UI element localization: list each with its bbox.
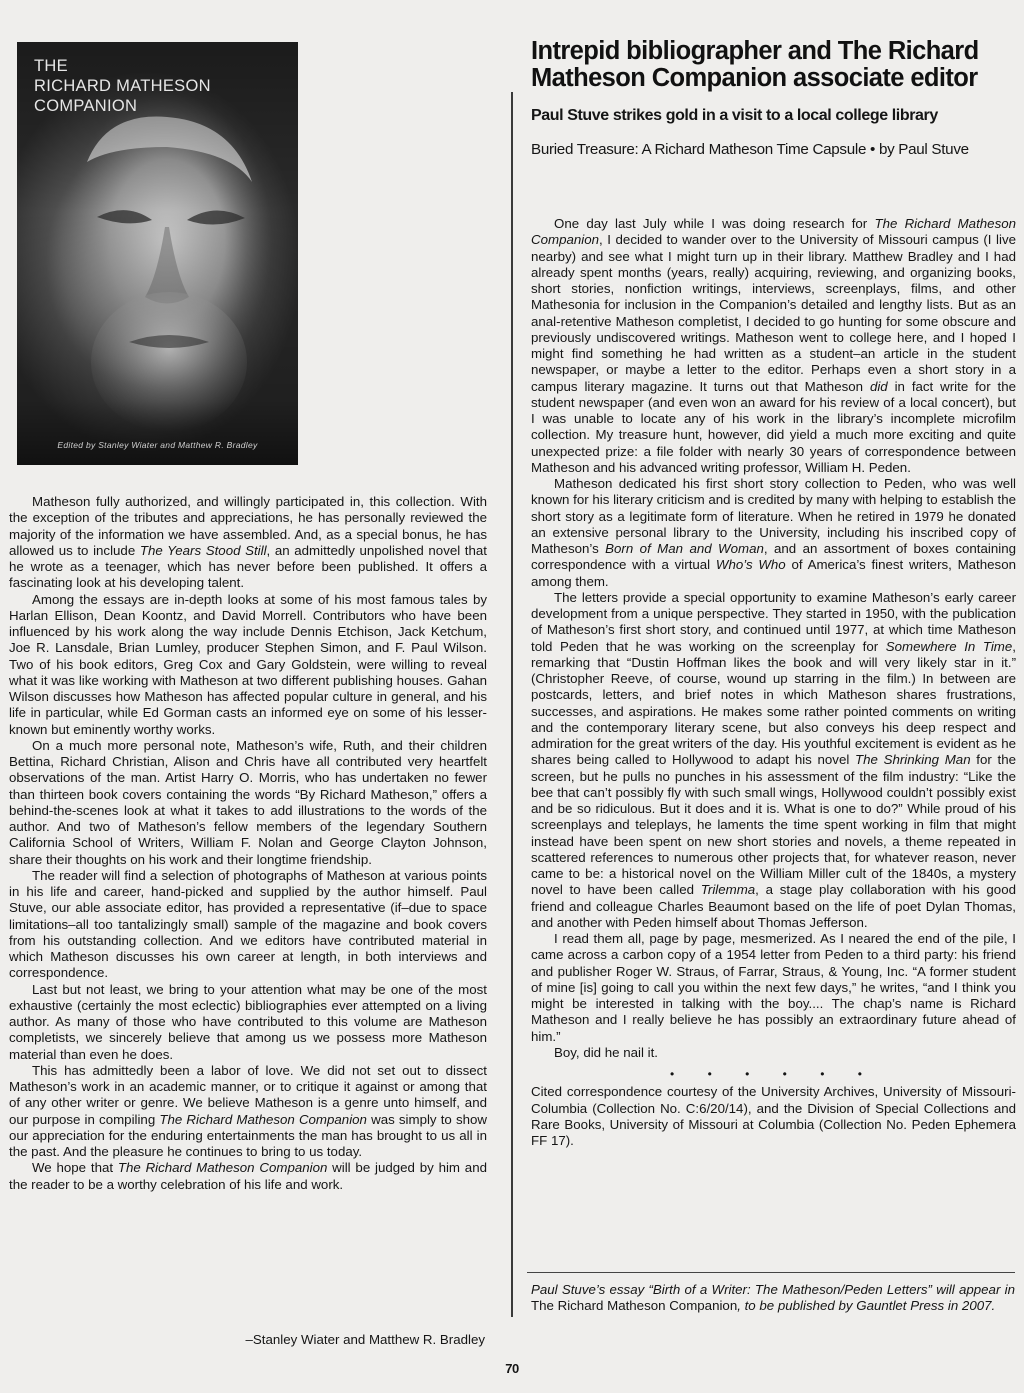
intro-paragraph <box>9 592 487 738</box>
article-italic-title: Born of Man and Woman <box>605 541 764 556</box>
intro-paragraph <box>9 868 487 982</box>
article-text-run: for the screen, but he pulls no punches in his assessment of the film industry: “Like the bee that can’t possibly fly with such small wings, Hollywood couldn’t possibly exist and be so ridiculous. But it does and it is. What is one to do?” While proud of his screenplays and teleplays, he laments the time spent working in film that might instead have been spent on new short stories and novels, a theme repeated in scattered references to numerous other projects that, for whatever reason, never came to be: a historical novel on the William Miller cult of the 1840s, a mystery novel to have been called <box>531 752 1016 898</box>
article-headline: Intrepid bibliographer and The Richard Matheson Companion associate editor <box>531 37 979 92</box>
book-cover-image <box>17 42 298 465</box>
article-text-run: , a stage play collaboration with his good friend and colleague Charles Beaumont based on the life of poet Dylan Thomas, and another with Peden himself about Thomas Jefferson. <box>531 882 1016 930</box>
article-text-run: , I decided to wander over to the University of Missouri campus (I live nearby) and see what I might turn up in their library. Matthew Bradley and I had already spent months (years, really) acquiring, reviewing, and organizing books, short stories, nonfiction writings, interviews, screenplays, films, and other Mathesonia for inclusion in the Companion’s detailed and lengthy lists. But as an anal-retentive Matheson completist, I decided to go hunting for some obscure and previously undiscovered writings. Matheson went to college here, and I hoped I might find something he had written as a student–an article in the student newspaper, or maybe a letter to the editor. Perhaps even a short story in a campus literary magazine. It turns out that Matheson <box>531 232 1016 394</box>
intro-text-column <box>9 494 487 1193</box>
article-text-run: , remarking that “Dustin Hoffman likes the book and will very likely star in it.” (Christopher Reeve, of course, wound up starring in the film.) In between are postcards, letters, and brief notes in which Matheson shares frustrations, successes, and aspirations. He makes some rather pointed comments on writing and the contemporary literary scene, but also conveys his deep respect and admiration for the great writers of the day. His youthful excitement is evident as he shares being called to Hollywood to adapt his novel <box>531 638 1016 768</box>
article-paragraph <box>531 476 1016 590</box>
article-paragraph <box>531 590 1016 931</box>
article-paragraph <box>531 216 1016 476</box>
intro-text-run: On a much more personal note, Matheson’s wife, Ruth, and their children Bettina, Richard Christian, Alison and Chris have all contributed very heartfelt observations of the man. Artist Harry O. Morris, who has undertaken no fewer than thirteen book covers containing the words “By Richard Matheson,” offers a behind-the-scenes look at what it takes to add illustrations to the words of the author. And two of Matheson’s fellow members of the legendary Southern California School of Writers, William F. Nolan and George Clayton Johnson, share their thoughts on his work and their longtime friendship. <box>9 737 487 867</box>
intro-paragraph <box>9 738 487 868</box>
editors-signature: –Stanley Wiater and Matthew R. Bradley <box>245 1332 485 1347</box>
intro-italic-title: The Richard Matheson Companion <box>117 1160 328 1176</box>
intro-text-run: Last but not least, we bring to your attention what may be one of the most exhaustive (certainly the most eclectic) bibliographies ever attempted on a living author. As many of those who have contributed to this volume are Matheson completists, we sincerely believe that among us we possess more Matheson material than even he does. <box>9 981 487 1062</box>
intro-text-run: The reader will find a selection of photographs of Matheson at various points in his life and career, hand-picked and supplied by the author himself. Paul Stuve, our able associate editor, has provided a representative (if–due to space limitations–all too tantalizingly small) sample of the magazine and book covers from his outstanding collection. And we editors have contributed material in which Matheson discusses his own career at length, in both interviews and correspondence. <box>9 867 487 981</box>
cover-title-line: THE <box>34 57 68 75</box>
intro-text-run: will be judged by him and the reader to be a worthy celebration of his life and work. <box>9 1160 487 1192</box>
bio-text: , to be published by Gauntlet Press in 2007. <box>737 1298 996 1314</box>
article-italic-title: Trilemma <box>700 882 756 898</box>
article-paragraph <box>531 931 1016 1045</box>
cover-title-line: RICHARD MATHESON <box>34 77 211 95</box>
intro-text-run: Matheson fully authorized, and willingly participated in, this collection. With the exception of the tributes and appreciations, he has personally reviewed the majority of the information we have assembled. And, as a special bonus, he has allowed us to include <box>9 494 487 558</box>
intro-italic-title: The Years Stood Still <box>139 542 267 558</box>
intro-text-run: This has admittedly been a labor of love. We did not set out to dissect Matheson’s work in an academic manner, or to critique it against or among that of any other writer or genre. We believe Matheson is a genre unto himself, and our purpose in compiling <box>9 1062 487 1127</box>
page-number: 70 <box>505 1361 519 1376</box>
article-italic-title: Somewhere In Time <box>885 638 1013 654</box>
article-text-run: I read them all, page by page, mesmerized. As I neared the end of the pile, I came across a carbon copy of a 1954 letter from Peden to a third party: his friend and publisher Roger W. Straus, of Farrar, Straus, & Young, Inc. “A former student of mine [is] going to call you within the next few days,” he writes, “and I think you might be interested in talking with the boy.... The chap’s name is Richard Matheson and I really believe he has possibly an extraordinary future ahead of him.” <box>531 931 1016 1044</box>
article-text-run: One day last July while I was doing research for <box>554 216 875 231</box>
bio-text: Paul Stuve’s essay “Birth of a Writer: The Matheson/Peden Letters” will appear in <box>531 1282 1015 1297</box>
cover-title <box>34 56 211 116</box>
column-divider <box>511 92 513 1317</box>
cover-title-line: COMPANION <box>34 97 138 115</box>
article-subhead: Paul Stuve strikes gold in a visit to a local college library <box>531 107 938 124</box>
article-text-run: The letters provide a special opportunity to examine Matheson’s early career development from a unique perspective. They started in 1950, with the publication of Matheson’s first short story, and continued until 1977, at which time Matheson told Peden that he was working on the screenplay for <box>531 589 1016 654</box>
article-text-run: in fact write for the student newspaper (and even won an award for his review of a local concert), but I was unable to locate any of his work in the library’s incomplete microfilm collection. My treasure hunt, however, did yield a much more exciting and quite unexpected prize: a file folder with nearly 30 years of correspondence between Matheson and his advanced writing professor, William H. Peden. <box>531 378 1016 475</box>
article-text-run: Matheson dedicated his first short story collection to Peden, who was well known for his literary criticism and is credited by many with helping to establish the short story as a legitimate form of literature. When he retired in 1979 he donated an extensive personal library to the University, including his inscribed copy of Matheson’s <box>531 476 1016 556</box>
article-italic-title: did <box>869 378 888 394</box>
cover-editor-credit: Edited by Stanley Wiater and Matthew R. Bradley <box>57 440 258 450</box>
intro-text-run: , an admittedly unpolished novel that he wrote as a teenager, which has never before been published. It offers a fascinating look at his developing talent. <box>9 542 487 591</box>
bio-book-title: The Richard Matheson Companion <box>531 1298 738 1314</box>
intro-paragraph <box>9 1160 487 1193</box>
intro-text-run: Among the essays are in-depth looks at some of his most famous tales by Harlan Ellison, Dean Koontz, and David Morrell. Contributors who have been influenced by his work along the way include Dennis Etchison, Jack Ketchum, Joe R. Lansdale, Brian Lumley, producer Stephen Simon, and F. Paul Wilson. Two of his book editors, Greg Cox and Gary Goldstein, were willing to reveal what it was like working with Matheson at two different publishing houses. Gahan Wilson discusses how Matheson has affected popular culture in general, and his life in particular, while Ed Gorman casts an informed eye on some of his lesser-known but eminently worthy works. <box>9 591 487 737</box>
source-credit: Cited correspondence courtesy of the University Archives, University of Missouri-Columbia (Collection No. C:6/20/14), and the Division of Special Collections and Rare Books, University of Missouri at Columbia (Collection No. Peden Ephemera FF 17). <box>531 1084 1016 1148</box>
section-separator: • • • • • • <box>670 1067 877 1081</box>
author-bio <box>531 1282 1015 1315</box>
article-italic-title: The Richard Matheson Companion <box>531 216 1017 248</box>
intro-paragraph <box>9 1063 487 1161</box>
article-deck: Buried Treasure: A Richard Matheson Time Capsule • by Paul Stuve <box>531 141 969 158</box>
article-body <box>531 216 1016 1149</box>
intro-paragraph <box>9 982 487 1063</box>
intro-text-run: We hope that <box>32 1160 118 1176</box>
intro-italic-title: The Richard Matheson Companion <box>159 1111 367 1127</box>
article-paragraph <box>531 1045 1016 1061</box>
article-italic-title: Who’s Who <box>715 557 786 573</box>
article-text-run: of America’s finest writers, Matheson among them. <box>531 557 1016 589</box>
article-text-run: Boy, did he nail it. <box>554 1044 658 1060</box>
article-paragraphs <box>531 216 1016 1061</box>
intro-paragraph <box>9 494 487 592</box>
intro-text-run: was simply to show our appreciation for the enduring entertainments the man has brought to us all in the past. And the pleasure he continues to bring to us today. <box>9 1111 487 1159</box>
article-italic-title: The Shrinking Man <box>855 752 971 768</box>
article-text-run: , and an assortment of boxes containing correspondence with a virtual <box>531 541 1016 573</box>
article-end-rule <box>527 1272 1015 1273</box>
